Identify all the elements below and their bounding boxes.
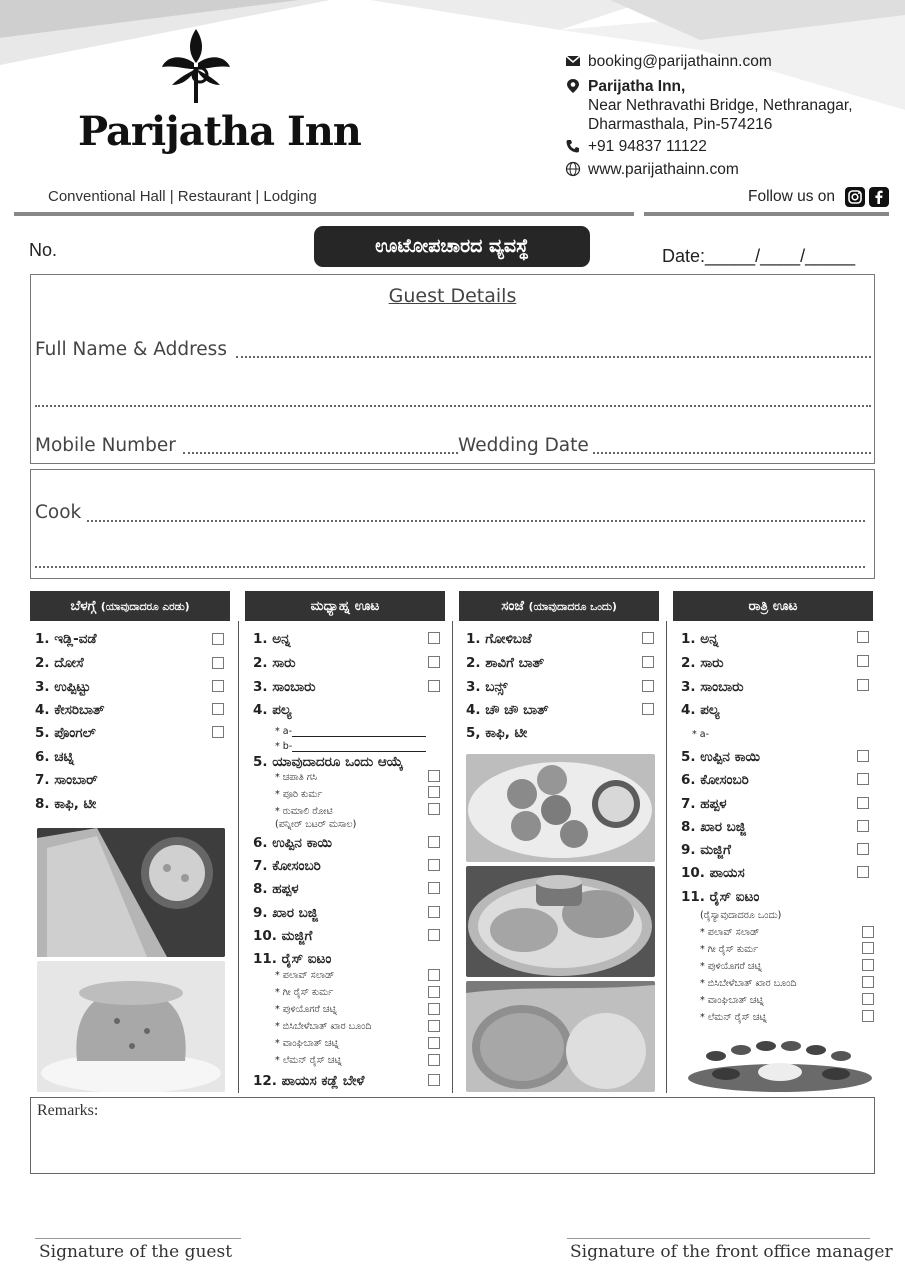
- menu-checkbox[interactable]: [428, 1020, 440, 1032]
- menu-checkbox[interactable]: [428, 803, 440, 815]
- manager-signature-line[interactable]: [567, 1238, 870, 1239]
- menu-item: 1. ಇಡ್ಲಿ-ವಡೆ: [35, 631, 97, 647]
- menu-checkbox[interactable]: [857, 679, 869, 691]
- form-number-label: No.: [29, 240, 58, 260]
- menu-checkbox[interactable]: [642, 632, 654, 644]
- thali-photo: [686, 1030, 875, 1092]
- menu-subitem: * ಪುಳಿಯೊಗರೆ ಚಟ್ನಿ: [700, 961, 762, 972]
- menu-subitem: * a-: [275, 726, 293, 737]
- menu-checkbox[interactable]: [642, 703, 654, 715]
- menu-checkbox[interactable]: [857, 631, 869, 643]
- column-divider: [452, 621, 453, 1093]
- address-name: Parijatha Inn,: [588, 78, 686, 95]
- brand-name: Parijatha Inn: [78, 108, 361, 155]
- menu-item: 11. ರೈಸ್ ಐಟಂ: [253, 951, 332, 967]
- menu-subitem: * ಬಿಸಿಬೇಳೆಬಾತ್ ಖಾರ ಬೂಂದಿ: [700, 978, 797, 989]
- menu-checkbox[interactable]: [857, 750, 869, 762]
- menu-subitem: * ವಾಂಘಿಬಾತ್ ಚಟ್ನಿ: [275, 1038, 339, 1049]
- address-line-field[interactable]: [35, 405, 871, 407]
- menu-checkbox[interactable]: [428, 1003, 440, 1015]
- menu-item: 7. ಸಾಂಬಾರ್: [35, 772, 98, 788]
- menu-item: 4. ಕೇಸರಿಬಾತ್: [35, 702, 105, 718]
- guest-signature-line[interactable]: [35, 1238, 241, 1239]
- menu-subitem: * ಪೂರಿ ಕುರ್ಮ: [275, 789, 323, 800]
- menu-item: 1. ಅನ್ನ: [681, 631, 719, 647]
- follow-us-label: Follow us on: [748, 188, 836, 205]
- menu-checkbox[interactable]: [428, 1054, 440, 1066]
- guest-signature-label: Signature of the guest: [39, 1242, 233, 1262]
- menu-checkbox[interactable]: [862, 942, 874, 954]
- menu-subitem: * a-: [692, 729, 710, 740]
- menu-checkbox[interactable]: [428, 986, 440, 998]
- globe-icon: [565, 161, 581, 177]
- wedding-date-field[interactable]: [593, 452, 871, 454]
- menu-checkbox[interactable]: [428, 680, 440, 692]
- menu-item: 5, ಕಾಫಿ, ಟೀ: [466, 725, 528, 741]
- breakfast-header: ಬೆಳಗ್ಗೆ (ಯಾವುದಾದರೂ ಎರಡು): [30, 591, 230, 621]
- menu-subitem: * ಲೆಮನ್ ರೈಸ್ ಚಟ್ನಿ: [275, 1055, 342, 1066]
- menu-item: 2. ಸಾರು: [253, 655, 296, 671]
- cook-field[interactable]: [87, 520, 865, 522]
- menu-checkbox[interactable]: [428, 906, 440, 918]
- menu-item: 8. ಕಾಫಿ, ಟೀ: [35, 796, 97, 812]
- menu-subitem: * ಗೀ ರೈಸ್ ಕುರ್ಮ: [275, 987, 334, 998]
- dosa-photo: [37, 828, 225, 957]
- remarks-box[interactable]: [30, 1097, 875, 1174]
- full-name-address-label: Full Name & Address: [35, 339, 227, 360]
- menu-checkbox[interactable]: [862, 976, 874, 988]
- menu-checkbox[interactable]: [857, 820, 869, 832]
- column-divider: [666, 621, 667, 1093]
- menu-checkbox[interactable]: [862, 1010, 874, 1022]
- instagram-icon[interactable]: [845, 187, 865, 207]
- menu-item: 6. ಕೋಸಂಬರಿ: [681, 772, 749, 788]
- menu-checkbox[interactable]: [857, 655, 869, 667]
- menu-subitem: (ರೈಸ್ಯಾವುದಾದರೂ ಒಂದು): [700, 910, 782, 921]
- menu-subitem: * ಪಲಾವ್ ಸಲಾಡ್: [275, 970, 335, 981]
- menu-item: 4. ಚೌ ಚೌ ಬಾತ್: [466, 702, 549, 718]
- menu-item: 8. ಖಾರ ಬಜ್ಜಿ: [681, 819, 746, 835]
- menu-item: 10. ಪಾಯಸ: [681, 865, 745, 881]
- guest-details-heading: Guest Details: [388, 285, 517, 307]
- wedding-date-label: Wedding Date: [458, 435, 589, 456]
- menu-checkbox[interactable]: [428, 656, 440, 668]
- header-rule-left: [14, 212, 634, 216]
- menu-checkbox[interactable]: [642, 656, 654, 668]
- menu-item: 1. ಅನ್ನ: [253, 631, 291, 647]
- buns-photo: [466, 981, 655, 1092]
- menu-checkbox[interactable]: [857, 797, 869, 809]
- upma-photo: [37, 961, 225, 1092]
- date-field[interactable]: Date:_____/____/_____: [662, 246, 856, 266]
- shavige-bath-photo: [466, 866, 655, 977]
- brand-tagline: Conventional Hall | Restaurant | Lodging: [48, 188, 317, 205]
- mobile-number-field[interactable]: [183, 452, 458, 454]
- menu-subitem: * ಲೆಮನ್ ರೈಸ್ ಚಟ್ನಿ: [700, 1012, 767, 1023]
- menu-subitem: (ಪನ್ನೀರ್ ಬಟರ್ ಮಸಾಲ): [275, 819, 357, 830]
- form-title: ಊಟೋಪಚಾರದ ವ್ಯವಸ್ಥೆ: [314, 226, 590, 267]
- menu-item: 9. ಖಾರ ಬಜ್ಜಿ: [253, 905, 318, 921]
- menu-checkbox[interactable]: [862, 959, 874, 971]
- menu-item: 3. ಸಾಂಬಾರು: [681, 679, 744, 695]
- menu-checkbox[interactable]: [428, 786, 440, 798]
- fill-line[interactable]: [292, 736, 426, 737]
- guest-details-box: [30, 274, 875, 464]
- menu-item: 2. ಶಾವಿಗೆ ಬಾತ್: [466, 655, 545, 671]
- menu-checkbox[interactable]: [857, 866, 869, 878]
- menu-checkbox[interactable]: [428, 929, 440, 941]
- menu-checkbox[interactable]: [642, 680, 654, 692]
- menu-checkbox[interactable]: [428, 882, 440, 894]
- evening-header: ಸಂಜೆ (ಯಾವುದಾದರೂ ಒಂದು): [459, 591, 659, 621]
- menu-checkbox[interactable]: [862, 993, 874, 1005]
- facebook-icon[interactable]: [869, 187, 889, 207]
- menu-item: 9. ಮಜ್ಜಿಗೆ: [681, 842, 731, 858]
- menu-checkbox[interactable]: [212, 633, 224, 645]
- menu-checkbox[interactable]: [428, 969, 440, 981]
- menu-checkbox[interactable]: [212, 703, 224, 715]
- lily-logo-icon: [160, 27, 232, 105]
- menu-item: 5. ಉಪ್ಪಿನ ಕಾಯಿ: [681, 749, 760, 765]
- menu-subitem: * ವಾಂಘಿಬಾತ್ ಚಟ್ನಿ: [700, 995, 764, 1006]
- fill-line[interactable]: [292, 751, 426, 752]
- menu-checkbox[interactable]: [428, 1037, 440, 1049]
- menu-checkbox[interactable]: [428, 632, 440, 644]
- menu-item: 10. ಮಜ್ಜಿಗೆ: [253, 928, 313, 944]
- menu-item: 8. ಹಪ್ಪಳ: [253, 881, 299, 897]
- menu-subitem: * b-: [275, 741, 293, 752]
- menu-subitem: * ಪುಳಿಯೊಗರೆ ಚಟ್ನಿ: [275, 1004, 337, 1015]
- manager-signature-label: Signature of the front office manager: [570, 1242, 893, 1262]
- mobile-number-label: Mobile Number: [35, 435, 176, 456]
- header-rule-right: [644, 212, 889, 216]
- address-line-1: Near Nethravathi Bridge, Nethranagar,: [588, 97, 853, 114]
- menu-item: 4. ಪಲ್ಯ: [681, 702, 720, 718]
- menu-item: 6. ಚಟ್ನಿ: [35, 749, 75, 765]
- menu-checkbox[interactable]: [428, 859, 440, 871]
- address-line-2: Dharmasthala, Pin-574216: [588, 116, 773, 133]
- menu-checkbox[interactable]: [857, 773, 869, 785]
- menu-checkbox[interactable]: [212, 680, 224, 692]
- menu-item: 4. ಪಲ್ಯ: [253, 702, 292, 718]
- menu-subitem: * ಬಿಸಿಬೇಳೆಬಾತ್ ಖಾರ ಬೂಂದಿ: [275, 1021, 372, 1032]
- cook-label: Cook: [35, 502, 82, 523]
- mail-icon: [565, 53, 581, 69]
- menu-item: 1. ಗೋಳಿಬಜೆ: [466, 631, 532, 647]
- column-divider: [238, 621, 239, 1093]
- menu-subitem: * ರುಮಾಲಿ ರೋಟಿ: [275, 806, 333, 817]
- menu-item: 5. ಪೊಂಗಲ್: [35, 725, 96, 741]
- phone-icon: [565, 138, 581, 154]
- menu-item: 3. ಬನ್ಸ್: [466, 679, 508, 695]
- menu-item: 12. ಪಾಯಸ ಕಡ್ಲೆ ಬೇಳೆ: [253, 1073, 365, 1089]
- menu-checkbox[interactable]: [212, 657, 224, 669]
- remarks-label: Remarks:: [37, 1102, 99, 1119]
- location-pin-icon: [565, 78, 581, 94]
- menu-item: 5. ಯಾವುದಾದರೂ ಒಂದು ಆಯ್ಕೆ: [253, 754, 404, 770]
- menu-checkbox[interactable]: [428, 770, 440, 782]
- menu-checkbox[interactable]: [428, 836, 440, 848]
- menu-checkbox[interactable]: [212, 726, 224, 738]
- menu-item: 3. ಸಾಂಬಾರು: [253, 679, 316, 695]
- cook-extra-field[interactable]: [35, 566, 865, 568]
- cook-box: [30, 469, 875, 579]
- menu-checkbox[interactable]: [857, 843, 869, 855]
- menu-subitem: * ಗೀ ರೈಸ್ ಕುರ್ಮ: [700, 944, 759, 955]
- lunch-header: ಮಧ್ಯಾಹ್ನ ಊಟ: [245, 591, 445, 621]
- menu-item: 2. ದೋಸೆ: [35, 655, 84, 671]
- full-name-address-field[interactable]: [236, 356, 871, 358]
- menu-item: 7. ಹಪ್ಪಳ: [681, 796, 727, 812]
- goli-baje-photo: [466, 754, 655, 862]
- menu-checkbox[interactable]: [862, 926, 874, 938]
- dinner-header: ರಾತ್ರಿ ಊಟ: [673, 591, 873, 621]
- menu-checkbox[interactable]: [428, 1074, 440, 1086]
- menu-item: 6. ಉಪ್ಪಿನ ಕಾಯಿ: [253, 835, 332, 851]
- menu-item: 7. ಕೋಸಂಬರಿ: [253, 858, 321, 874]
- menu-subitem: * ಚಪಾತಿ ಗಸಿ: [275, 772, 317, 783]
- menu-subitem: * ಪಲಾವ್ ಸಲಾಡ್: [700, 927, 760, 938]
- menu-item: 3. ಉಪ್ಪಿಟ್ಟು: [35, 679, 91, 695]
- menu-item: 2. ಸಾರು: [681, 655, 724, 671]
- menu-item: 11. ರೈಸ್ ಐಟಂ: [681, 889, 760, 905]
